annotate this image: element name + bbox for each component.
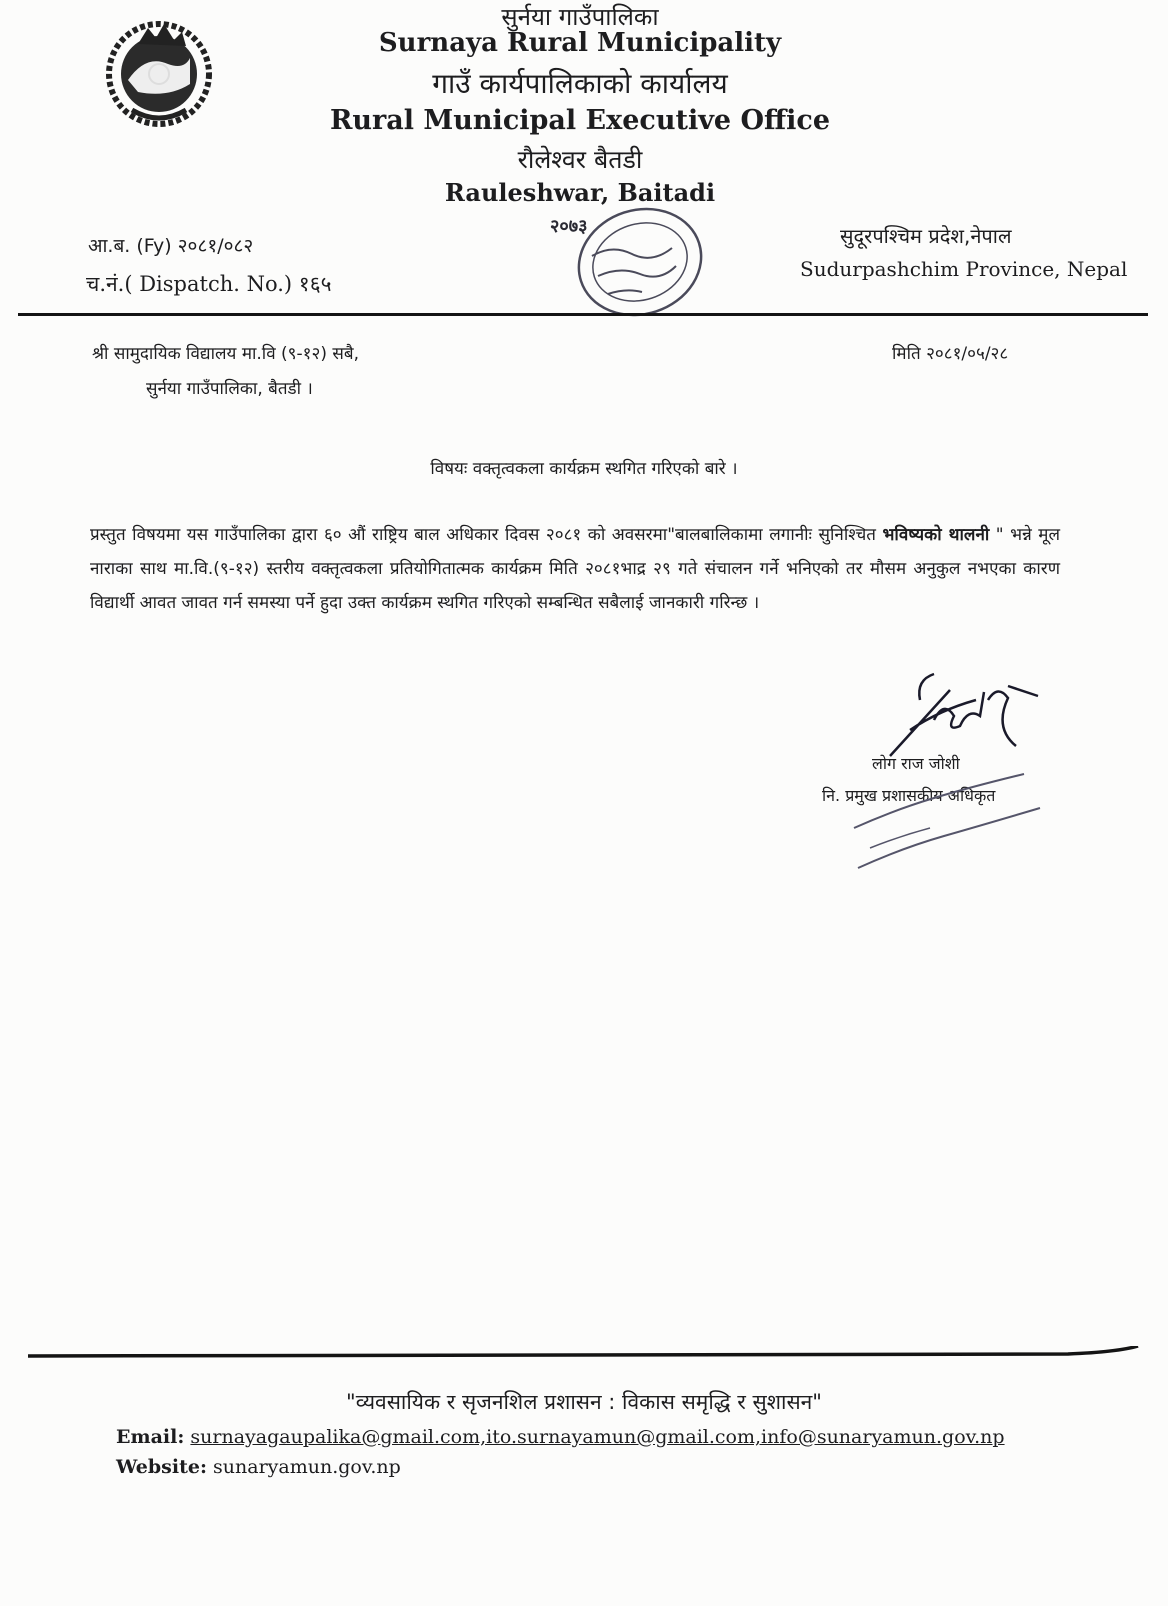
province-np: सुदूरपश्चिम प्रदेश,नेपाल (840, 224, 1012, 248)
body-part-1: प्रस्तुत विषयमा यस गाउँपालिका द्वारा ६० औं राष्ट्रिय बाल अधिकार दिवस २०८१ को अवसरमा"बालबालिकामा लगानीः सुनिश्चित (90, 525, 883, 545)
place-np: रौलेश्वर बैतडी (517, 145, 643, 174)
body-part-2: " भन्ने मूल नाराका साथ मा.वि.(९-१२) स्तरीय वक्तृत्वकला प्रतियोगितात्मक कार्यक्रम मिति २०८१भाद्र २९ गते संचालन गर्ने भनिएको तर मौसम अनुकुल नभएका कारण विद्यार्थी आवत जावत गर्न समस्या पर्ने हुदा उक्त कार्यक्रम स्थगित गरिएको सम्बन्धित सबैलाई जानकारी गरिन्छ । (90, 525, 1060, 613)
municipality-name-np: सुर्नया गाउँपालिका (501, 3, 659, 31)
stamp-number: २०७३ (550, 216, 588, 237)
place-en: Rauleshwar, Baitadi (444, 178, 716, 207)
footer-email (116, 1426, 1005, 1448)
body-bold-slogan: भविष्यको थालनी (882, 525, 990, 545)
signature-stamp-icon (850, 768, 1050, 878)
email-label: Email: (116, 1426, 185, 1448)
dispatch-number: च.नं.( Dispatch. No.) १६५ (86, 272, 332, 296)
signatory-title: नि. प्रमुख प्रशासकीय अधिकृत (822, 786, 996, 805)
office-name-en: Rural Municipal Executive Office (329, 105, 831, 136)
email-link[interactable]: surnayagaupalika@gmail.com,ito.surnayamun@gmail.com,info@sunaryamun.gov.np (190, 1426, 1005, 1448)
recipient-line-2: सुर्नया गाउँपालिका, बैतडी । (146, 379, 313, 399)
letter-date: मिति २०८१/०५/२८ (892, 344, 1009, 364)
website-link[interactable]: sunaryamun.gov.np (213, 1456, 401, 1478)
letter-subject: विषयः वक्तृत्वकला कार्यक्रम स्थगित गरिएको बारे । (430, 459, 738, 479)
footer-divider (28, 1346, 1148, 1372)
municipality-emblem-icon (98, 14, 220, 130)
fiscal-year: आ.ब. (Fy) २०८१/०८२ (88, 235, 254, 257)
recipient-line-1: श्री सामुदायिक विद्यालय मा.वि (९-१२) सबै, (92, 344, 359, 364)
footer-website (116, 1456, 401, 1478)
header-divider (18, 313, 1148, 316)
province-en: Sudurpashchim Province, Nepal (800, 257, 1128, 281)
website-label: Website: (116, 1456, 207, 1478)
office-motto: "व्यवसायिक र सृजनशिल प्रशासन : विकास समृद्धि र सुशासन" (346, 1390, 822, 1414)
signatory-name: लोग राज जोशी (872, 754, 960, 773)
municipality-name-en: Surnaya Rural Municipality (378, 28, 782, 58)
letter-body (90, 518, 1060, 620)
office-name-np: गाउँ कार्यपालिकाको कार्यालय (432, 67, 728, 100)
